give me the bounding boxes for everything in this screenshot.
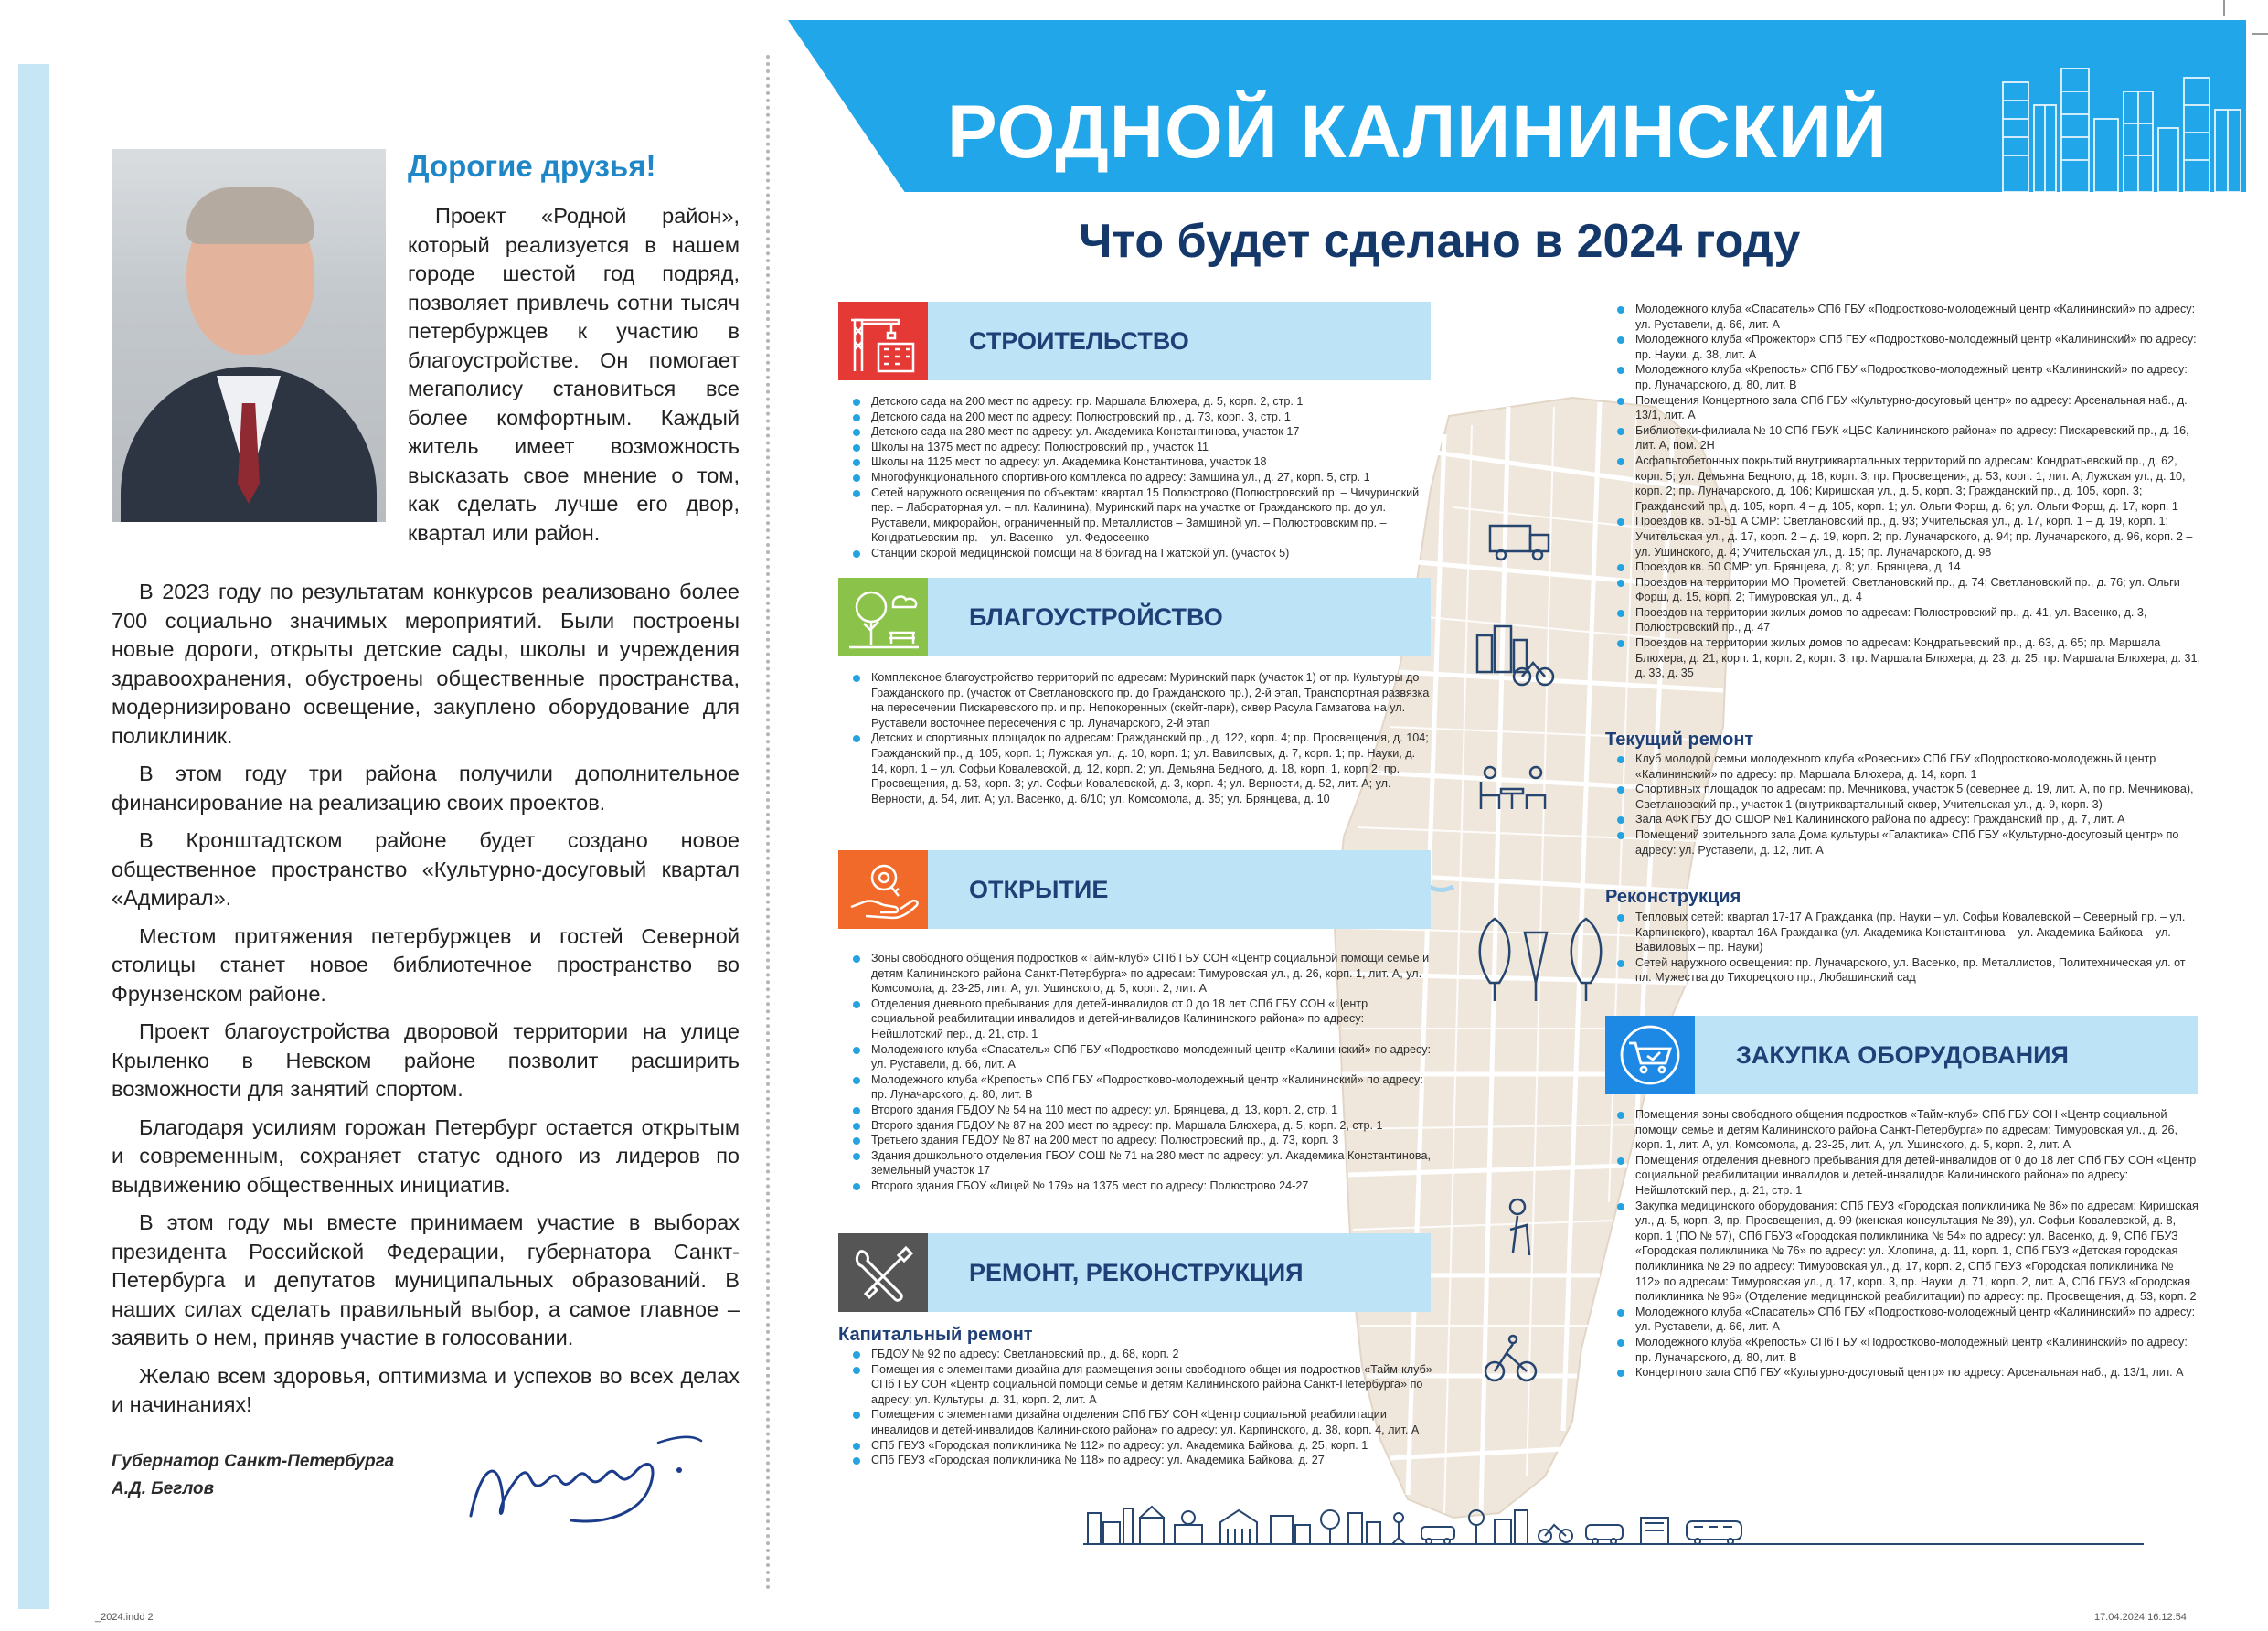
wrench-screwdriver-icon [838, 1233, 928, 1312]
letter-paragraph: В Кронштадтском районе будет создано новое общественное пространство «Культурно-досуговый квартал «Адмирал». [112, 828, 740, 910]
list-item: Помещения отделения дневного пребывания для детей-инвалидов от 0 до 18 лет СПб ГБУ СОН «Центр социальной реабилитации инвалидов и детей-инвалидов Калининского района» по адресу: Нейшлотский пер., д. 21, стр. 1 [1615, 1153, 2200, 1199]
section-title: ЗАКУПКА ОБОРУДОВАНИЯ [1736, 1041, 2069, 1069]
crop-mark [2252, 33, 2268, 35]
list-item: Молодежного клуба «Крепость» СПб ГБУ «Подростково-молодежный центр «Калининский» по адресу: пр. Луначарского, д. 80, лит. В [1615, 1335, 2200, 1365]
list-item: СПб ГБУЗ «Городская поликлиника № 118» по адресу: ул. Академика Байкова, д. 27 [851, 1453, 1432, 1468]
list-item: Помещений зрительного зала Дома культуры «Галактика» СПб ГБУ «Культурно-досуговый центр» по адресу: ул. Руставели, д. 12, лит. А [1615, 827, 2200, 858]
print-file-name: _2024.indd 2 [95, 1612, 154, 1623]
section-header-improvement [838, 578, 1431, 656]
current-repair-list [1615, 752, 2200, 858]
print-timestamp: 17.04.2024 16:12:54 [2094, 1612, 2187, 1623]
section-header-equipment [1605, 1016, 2198, 1094]
list-item: Школы на 1375 мест по адресу: Полюстровский пр., участок 11 [851, 440, 1432, 455]
list-item: Детских и спортивных площадок по адресам: Гражданский пр., д. 122, корп. 4; пр. Просвещения, д. 104; Гражданский пр., д. 105, корп. 1; Лужская ул., д. 10, корп. 1; ул. Вавиловых, д. 7, корп. 1; пр. Науки, д. 14, корп. 1 – ул. Софьи Ковалевской, д. 12, корп. 2; ул. Демьяна Бедного, д. 18, корп. 1, корп 2; пр. Просвещения, д. 53, корп. 3; ул. Софьи Ковалевской, д. 3, корп. 4; ул. Верности, д. 52, лит. А; ул. Верности, д. 54, лит. А; ул. Васенко, д. 6/10; ул. Комсомола, д. 35; ул. Брянцева, д. 10 [851, 730, 1432, 806]
page-fold-line [766, 55, 770, 1591]
list-item: Помещения с элементами дизайна отделения СПб ГБУ СОН «Центр социальной реабилитации инвалидов и детей-инвалидов Калининского района» по адресу: ул. Карпинского, д. 38, корп. 4, лит. А [851, 1407, 1432, 1437]
list-item: Детского сада на 200 мест по адресу: Полюстровский пр., д. 73, корп. 3, стр. 1 [851, 410, 1432, 425]
equipment-list [1615, 1107, 2200, 1380]
list-item: Молодежного клуба «Крепость» СПб ГБУ «Подростково-молодежный центр «Калининский» по адресу: пр. Луначарского, д. 80, лит. В [851, 1072, 1432, 1103]
signature-role: Губернатор Санкт-Петербурга [112, 1452, 395, 1471]
letter-greeting: Дорогие друзья! [408, 149, 656, 183]
shopping-cart-icon [1605, 1016, 1695, 1094]
list-item: Концертного зала СПб ГБУ «Культурно-досуговый центр» по адресу: Арсенальная наб., д. 13/1, лит. А [1615, 1365, 2200, 1380]
reconstruction-heading: Реконструкция [1605, 887, 1741, 907]
crop-mark [2223, 0, 2225, 16]
list-item: Помещения с элементами дизайна для размещения зоны свободного общения подростков «Тайм-клуб» СПб ГБУ СОН «Центр социальной помощи семье и детям Калининского района Санкт-Петербурга» по адресу: ул. Культуры, д. 31, корп. 2, лит. А [851, 1362, 1432, 1408]
letter-paragraph: Местом притяжения петербуржцев и гостей Северной столицы станет новое библиотечное пространство во Фрунзенском районе. [112, 923, 740, 1006]
list-item: Помещения зоны свободного общения подростков «Тайм-клуб» СПб ГБУ СОН «Центр социальной помощи семье и детям Калининского района Санкт-Петербурга» по адресам: Тимуровская ул., д. 26, корп. 1, лит. А, ул. Комсомола, д. 23-25, лит. А, ул. Ушинского, д. 5, корп. 2, лит. А [1615, 1107, 2200, 1153]
list-item: Молодежного клуба «Спасатель» СПб ГБУ «Подростково-молодежный центр «Калининский» по адресу: ул. Руставели, д. 66, лит. А [1615, 302, 2200, 332]
section-header-opening [838, 850, 1431, 929]
list-item: Третьего здания ГБДОУ № 87 на 200 мест по адресу: Полюстровский пр., д. 73, корп. 3 [851, 1133, 1432, 1148]
capital-repair-list [851, 1347, 1432, 1468]
list-item: Библиотеки-филиала № 10 СПб ГБУК «ЦБС Калининского района» по адресу: Пискаревский пр., д. 16, лит. А, пом. 2Н [1615, 423, 2200, 453]
city-skyline-icon [1997, 55, 2246, 192]
list-item: Детского сада на 280 мест по адресу: ул. Академика Константинова, участок 17 [851, 424, 1432, 440]
letter-paragraph: Благодаря усилиям горожан Петербург остается открытым и современным, сохраняет статус одного из лидеров по выдвижению общественных инициатив. [112, 1114, 740, 1197]
letter-paragraph: В 2023 году по результатам конкурсов реализовано более 700 социально значимых мероприятий. Были построены новые дороги, открыты детские сады, школы и учреждения здравоохранения, обустроены общественные пространства, модернизировано освещение, закуплено оборудование для поликлиник. [112, 580, 740, 748]
list-item: Проездов кв. 51-51 А СМР: Светлановский пр., д. 93; Учительская ул., д. 17, корп. 1 – д. 19, корп. 1; Учительская ул., д. 17, корп. 2 – д. 19, корп. 2; пр. Луначарского, д. 94; пр. Луначарского, д. 96, корп. 2 – ул. Ушинского, д. 4; Учительская ул., д. 15; пр. Луначарского, д. 98 [1615, 514, 2200, 560]
list-item: Многофункционального спортивного комплекса по адресу: Замшина ул., д. 27, корп. 5, стр. 1 [851, 470, 1432, 485]
reconstruction-list [1615, 910, 2200, 986]
list-item: Зала АФК ГБУ ДО СШОР №1 Калининского района по адресу: Гражданский пр., д. 7, лит. А [1615, 812, 2200, 827]
city-pictogram-strip-icon [1083, 1499, 2144, 1545]
section-title: СТРОИТЕЛЬСТВО [969, 327, 1189, 355]
capital-repair-heading: Капитальный ремонт [838, 1325, 1033, 1345]
letter-paragraph: В этом году три района получили дополнительное финансирование на реализацию своих проектов. [112, 762, 740, 815]
opening-list [851, 951, 1432, 1194]
governor-photo [112, 149, 386, 522]
letter-paragraph: В этом году мы вместе принимаем участие в выборах президента Российской Федерации, губернатора Санкт-Петербурга и депутатов муниципальных образований. В наших силах сделать правильный выбор, а самое главное – заявить о нем, приняв участие в голосовании. [112, 1210, 740, 1349]
list-item: Закупка медицинского оборудования: СПб ГБУЗ «Городская поликлиника № 86» по адресам: Киришская ул., д. 5, корп. 3, пр. Просвещения, д. 99 (женская консультация № 39), ул. Софьи Ковалевской, д. 8, корп. 1 (ПО № 57), СПб ГБУЗ «Городская поликлиника № 54» по адресу: ул. Васенко, д. 9, СПб ГБУЗ «Городская поликлиника № 76» по адресу: ул. Хлопина, д. 11, корп. 1, СПб ГБУЗ «Детская городская поликлиника № 29 по адресу: Тимуровская ул., д. 17, корп. 2, СПб ГБУЗ «Городская поликлиника № 112» по адресам: Тимуровская ул., д. 17, корп. 3, пр. Науки, д. 71, корп. 2, лит. А, СПб ГБУЗ «Городская поликлиника № 96» (Отделение медицинской реабилитации) по адресу: пр. Просвещения, д. 53, корп. 2 [1615, 1199, 2200, 1305]
list-item: Школы на 1125 мест по адресу: ул. Академика Константинова, участок 18 [851, 454, 1432, 470]
signature-name: А.Д. Беглов [112, 1479, 215, 1498]
section-title: ОТКРЫТИЕ [969, 876, 1109, 903]
list-item: Молодежного клуба «Спасатель» СПб ГБУ «Подростково-молодежный центр «Калининский» по адресу: ул. Руставели, д. 66, лит. А [1615, 1305, 2200, 1335]
list-item: Клуб молодой семьи молодежного клуба «Ровесник» СПб ГБУ «Подростково-молодежный центр «Калининский» по адресу: пр. Маршала Блюхера, д. 14, корп. 1 [1615, 752, 2200, 782]
park-tree-icon [838, 578, 928, 656]
list-item: Молодежного клуба «Прожектор» СПб ГБУ «Подростково-молодежный центр «Калининский» по адресу: пр. Науки, д. 38, лит. А [1615, 332, 2200, 362]
section-title: БЛАГОУСТРОЙСТВО [969, 603, 1223, 631]
decorative-stripe [18, 64, 49, 1609]
list-item: Комплексное благоустройство территорий по адресам: Муринский парк (участок 1) от пр. Культуры до Гражданского пр. (участок от Светлановского пр. до Гражданского пр.), 2-й этап, Транспортная развязка на пересечении Пискаревского пр. и пр. Непокоренных (скейт-парк), сквер Расула Гамзатова на ул. Руставели восточнее пересечения с пр. Луначарского, 2-й этап [851, 670, 1432, 730]
page-subtitle: Что будет сделано в 2024 году [1079, 215, 1801, 268]
list-item: Спортивных площадок по адресам: пр. Мечникова, участок 5 (севернее д. 19, лит. А, по пр. Мечникова), Светлановский пр., участок 1 (внутриквартальный сквер, Учительская ул., д. 9, корп. 3) [1615, 782, 2200, 812]
hand-key-icon [838, 850, 928, 929]
construction-crane-icon [838, 302, 928, 380]
capital-repair-list-continued [1615, 302, 2200, 681]
improvement-list [851, 670, 1432, 806]
handwritten-signature [462, 1415, 713, 1534]
section-title: РЕМОНТ, РЕКОНСТРУКЦИЯ [969, 1259, 1304, 1286]
letter-paragraph: Проект «Родной район», который реализуется в нашем городе шестой год подряд, позволяет привлечь сотни тысяч петербуржцев к участию в благоустройстве. Он помогает мегаполису становиться все более комфортным. Каждый житель имеет возможность высказать свое мнение о том, как сделать лучше его двор, квартал или район. [408, 204, 740, 545]
list-item: Сетей наружного освещения: пр. Луначарского, ул. Васенко, пр. Металлистов, Политехническая ул. от пл. Мужества до Тихорецкого пр., Любашинский сад [1615, 955, 2200, 986]
section-header-construction [838, 302, 1431, 380]
current-repair-heading: Текущий ремонт [1605, 730, 1754, 750]
section-header-repair [838, 1233, 1431, 1312]
list-item: Молодежного клуба «Спасатель» СПб ГБУ «Подростково-молодежный центр «Калининский» по адресу: ул. Руставели, д. 66, лит. А [851, 1042, 1432, 1072]
list-item: Второго здания ГБОУ «Лицей № 179» на 1375 мест по адресу: Полюстрово 24-27 [851, 1178, 1432, 1194]
signature-block [112, 1448, 394, 1503]
list-item: Асфальтобетонных покрытий внутриквартальных территорий по адресам: Кондратьевский пр., д. 62, корп. 5; ул. Демьяна Бедного, д. 18, корп. 3; пр. Просвещения, д. 53, корп. 1, лит. А; Лужская ул., д. 10, корп. 2; пр. Луначарского, д. 106; Киришская ул., д. 5, корп. 3; Гражданский пр., д. 105, корп. 3; Гражданский пр., д. 105, корп. 4 – д. 105, корп. 1; ул. Ольги Форш, д. 6; ул. Ольги Форш, д. 17, корп. 1 [1615, 453, 2200, 514]
letter-paragraph: Проект благоустройства дворовой территории на улице Крыленко в Невском районе позволит расширить возможности для занятий спортом. [112, 1019, 740, 1101]
list-item: Проездов кв. 50 СМР: ул. Брянцева, д. 8; ул. Брянцева, д. 14 [1615, 560, 2200, 575]
page-title: РОДНОЙ КАЛИНИНСКИЙ [947, 91, 1888, 174]
list-item: Детского сада на 200 мест по адресу: пр. Маршала Блюхера, д. 5, корп. 2, стр. 1 [851, 394, 1432, 410]
list-item: Помещения Концертного зала СПб ГБУ «Культурно-досуговый центр» по адресу: Арсенальная наб., д. 13/1, лит. А [1615, 393, 2200, 423]
construction-list [851, 394, 1432, 561]
list-item: Станции скорой медицинской помощи на 8 бригад на Гжатской ул. (участок 5) [851, 546, 1432, 561]
list-item: Сетей наружного освещения по объектам: квартал 15 Полюстрово (Полюстровский пр. – Чичуринский пер. – Лабораторная ул. – пл. Калинина), Муринский парк на участке от Гражданского пр. до ул. Руставели, микрорайон, ограниченный пр. Металлистов – Замшиной ул. – Полюстровским пр. – Кондратьевским пр. – ул. Васенко – ул. Федосеенко [851, 485, 1432, 546]
list-item: Тепловых сетей: квартал 17-17 А Гражданка (пр. Науки – ул. Софьи Ковалевской – Северный пр. – ул. Карпинского), квартал 16А Гражданка (ул. Академика Константинова – ул. Академика Байкова – ул. Вавиловых – пр. Науки) [1615, 910, 2200, 955]
list-item: Проездов на территории МО Прометей: Светлановский пр., д. 74; Светлановский пр., д. 76; ул. Ольги Форш, д. 15, корп. 2; Тимуровская ул., д. 4 [1615, 575, 2200, 605]
list-item: Проездов на территории жилых домов по адресам: Кондратьевский пр., д. 63, д. 65; пр. Маршала Блюхера, д. 21, корп. 1, корп. 2, корп. 3; пр. Маршала Блюхера, д. 23, д. 25; пр. Маршала Блюхера, д. 31, д. 33, д. 35 [1615, 635, 2200, 681]
letter-body [112, 578, 740, 1429]
letter-paragraph: Желаю всем здоровья, оптимизма и успехов во всех делах и начинаниях! [112, 1363, 740, 1416]
list-item: Второго здания ГБДОУ № 54 на 110 мест по адресу: ул. Брянцева, д. 13, корп. 2, стр. 1 [851, 1103, 1432, 1118]
list-item: Второго здания ГБДОУ № 87 на 200 мест по адресу: пр. Маршала Блюхера, д. 5, корп. 2, стр. 1 [851, 1118, 1432, 1134]
list-item: Молодежного клуба «Крепость» СПб ГБУ «Подростково-молодежный центр «Калининский» по адресу: пр. Луначарского, д. 80, лит. В [1615, 362, 2200, 392]
list-item: Здания дошкольного отделения ГБОУ СОШ № 71 на 280 мест по адресу: ул. Академика Константинова, земельный участок 17 [851, 1148, 1432, 1178]
list-item: ГБДОУ № 92 по адресу: Светлановский пр., д. 68, корп. 2 [851, 1347, 1432, 1362]
list-item: Зоны свободного общения подростков «Тайм-клуб» СПб ГБУ СОН «Центр социальной помощи семье и детям Калининского района Санкт-Петербурга» по адресам: Тимуровская ул., д. 26, корп. 1, лит. А, ул. Комсомола, д. 23-25, лит. А, ул. Ушинского, д. 5, корп. 2, лит. А [851, 951, 1432, 997]
list-item: СПб ГБУЗ «Городская поликлиника № 112» по адресу: ул. Академика Байкова, д. 25, корп. 1 [851, 1438, 1432, 1454]
list-item: Отделения дневного пребывания для детей-инвалидов от 0 до 18 лет СПб ГБУ СОН «Центр социальной реабилитации инвалидов и детей-инвалидов Калининского района» по адресу: Нейшлотский пер., д. 21, стр. 1 [851, 997, 1432, 1042]
letter-intro [408, 202, 740, 557]
list-item: Проездов на территории жилых домов по адресам: Полюстровский пр., д. 41, ул. Васенко, д. 3, Полюстровский пр., д. 47 [1615, 605, 2200, 635]
